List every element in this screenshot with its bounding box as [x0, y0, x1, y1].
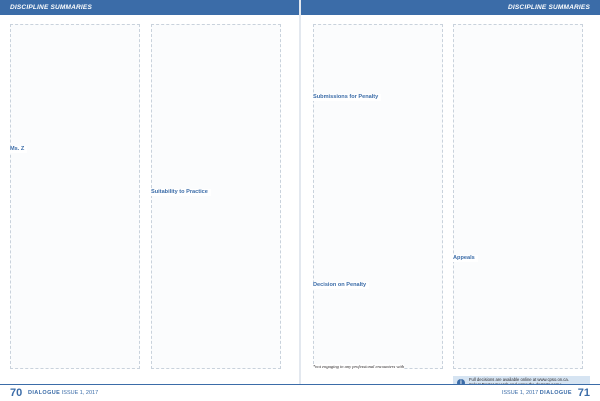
footnote: *not engaging in any professional encounters with [313, 364, 405, 369]
section-title-right: DISCIPLINE SUMMARIES [507, 4, 590, 11]
page-gutter [299, 0, 301, 401]
heading-decision-on-penalty: Decision on Penalty [313, 282, 369, 289]
issue-label-left: ISSUE 1, 2017 [61, 390, 99, 396]
magazine-name-left: DIALOGUE [28, 390, 61, 396]
publication-credit-right [502, 389, 572, 397]
text-column-2 [151, 24, 281, 369]
info-text-line-1: Full decisions are available online at www.cpso.on.ca. [469, 377, 569, 382]
magazine-name-right: DIALOGUE [539, 390, 572, 396]
heading-submissions-for-penalty: Submissions for Penalty [313, 94, 381, 101]
issue-label-right: ISSUE 1, 2017 [501, 390, 539, 396]
info-icon: i [457, 379, 465, 387]
section-title-left: DISCIPLINE SUMMARIES [10, 4, 93, 11]
text-column-4 [453, 24, 583, 369]
text-column-1 [10, 24, 140, 369]
heading-appeals: Appeals [453, 255, 478, 262]
text-column-3 [313, 24, 443, 369]
page-footer [0, 384, 600, 401]
publication-credit-left [28, 389, 98, 397]
page-number-right: 71 [577, 387, 590, 399]
heading-suitability-to-practice: Suitability to Practice [151, 189, 211, 196]
page-number-left: 70 [10, 387, 23, 399]
heading-ms-z: Ms. Z [10, 146, 27, 153]
